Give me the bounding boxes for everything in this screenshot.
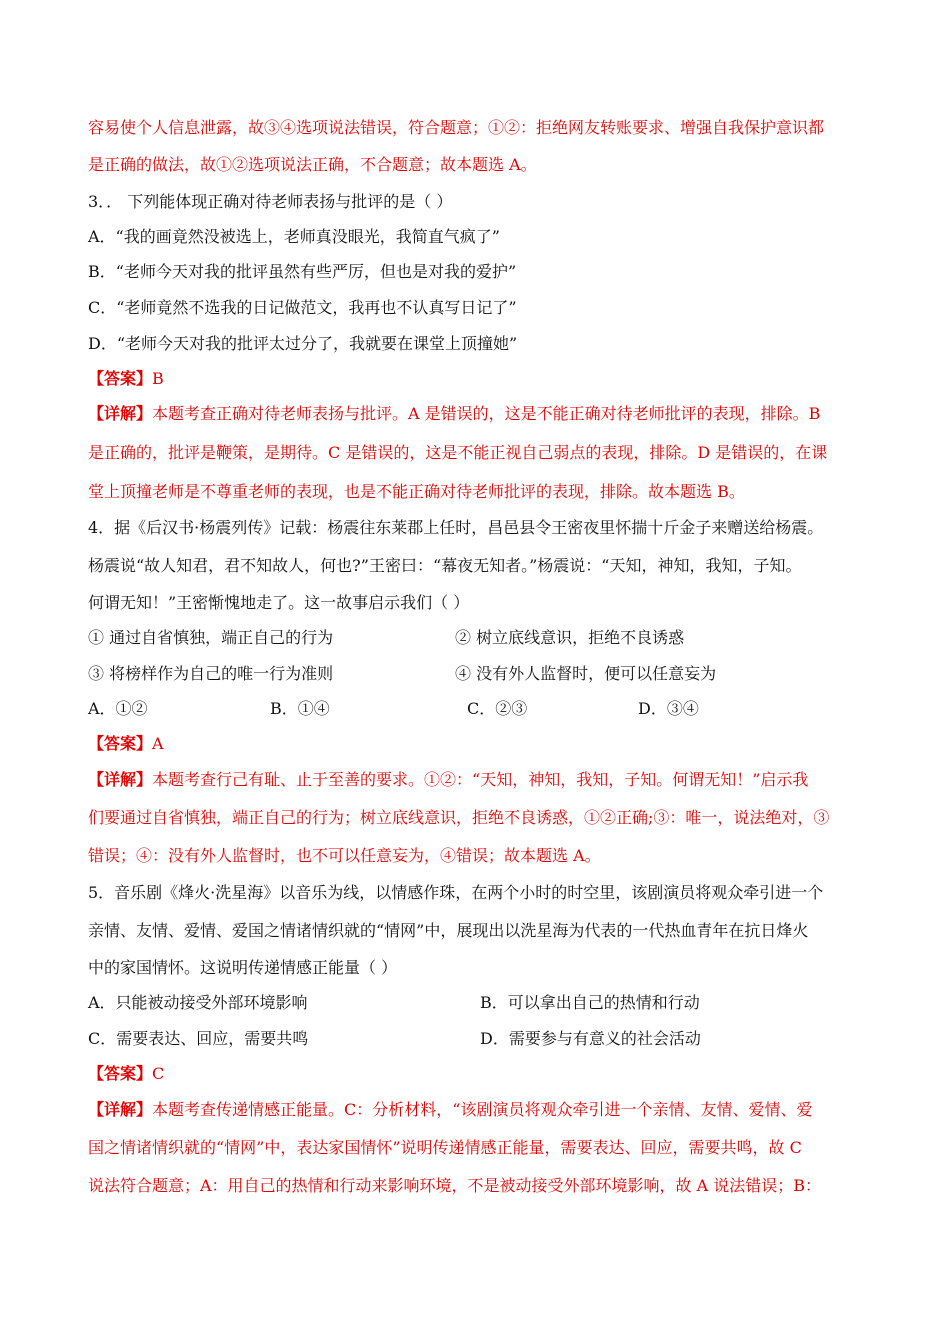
q4-answer xyxy=(88,734,164,754)
q5-option-a: A．只能被动接受外部环境影响 xyxy=(88,993,308,1012)
q3-answer-tag: 【答案】 xyxy=(88,369,153,388)
q4-stem-line-2: 杨震说“故人知君，君不知故人，何也?”王密曰：“幕夜无知者。”杨震说：“天知，神知，我知，子知。 xyxy=(88,556,802,575)
q5-stem-line-2: 亲情、友情、爱情、爱国之情诸情织就的“情网”中，展现出以洗星海为代表的一代热血青年在抗日烽火 xyxy=(88,921,809,940)
q5-detail-line-3: 说法符合题意；A：用自己的热情和行动来影响环境，不是被动接受外部环境影响，故 A 说法错误；B： xyxy=(88,1176,822,1195)
q5-stem-line-3: 中的家国情怀。这说明传递情感正能量（ ） xyxy=(88,958,398,977)
q3-detail-line-1 xyxy=(88,404,820,424)
q4-choice-d: D．③④ xyxy=(638,699,699,718)
q3-option-b: B．“老师今天对我的批评虽然有些严厉，但也是对我的爱护” xyxy=(88,262,517,281)
q5-detail-text-1: 本题考查传递情感正能量。C：分析材料，“该剧演员将观众牵引进一个亲情、友情、爱情、爱 xyxy=(152,1100,813,1119)
q4-choice-a: A．①② xyxy=(88,699,148,718)
q4-stem-line-3: 何谓无知！”王密惭愧地走了。这一故事启示我们（ ） xyxy=(88,593,470,612)
q5-detail-line-1 xyxy=(88,1100,812,1120)
q4-item-2: ② 树立底线意识，拒绝不良诱惑 xyxy=(455,628,685,647)
q3-detail-tag: 【详解】 xyxy=(88,404,153,423)
q3-detail-line-2: 是正确的，批评是鞭策，是期待。C 是错误的，这是不能正视自己弱点的表现，排除。D 是错误的，在课 xyxy=(88,443,828,462)
q4-choice-b: B．①④ xyxy=(270,699,330,718)
prev-detail-line-1: 容易使个人信息泄露，故③④选项说法错误，符合题意；①②：拒绝网友转账要求、增强自我保护意识都 xyxy=(88,118,825,137)
q5-option-d: D．需要参与有意义的社会活动 xyxy=(480,1029,701,1048)
q4-detail-line-2: 们要通过自省慎独，端正自己的行为；树立底线意识，拒绝不良诱惑，①②正确;③：唯一，说法绝对，③ xyxy=(88,808,830,827)
q4-detail-tag: 【详解】 xyxy=(88,770,153,789)
q5-answer-value: C xyxy=(152,1064,165,1083)
q4-detail-line-1 xyxy=(88,770,808,790)
q4-item-1: ① 通过自省慎独，端正自己的行为 xyxy=(88,628,334,647)
q4-detail-line-3: 错误；④：没有外人监督时，也不可以任意妄为，④错误；故本题选 A。 xyxy=(88,846,601,865)
q3-option-c: C．“老师竟然不选我的日记做范文，我再也不认真写日记了” xyxy=(88,298,517,317)
q5-detail-tag: 【详解】 xyxy=(88,1100,153,1119)
q4-choice-c: C．②③ xyxy=(467,699,528,718)
q5-stem-line-1: 5．音乐剧《烽火·洗星海》以音乐为线，以情感作珠，在两个小时的时空里，该剧演员将观众牵引进一个 xyxy=(88,883,824,902)
q3-option-a: A．“我的画竟然没被选上，老师真没眼光，我简直气疯了” xyxy=(88,227,500,246)
q5-answer xyxy=(88,1064,164,1084)
q5-detail-line-2: 国之情诸情织就的“情网”中，表达家国情怀”说明传递情感正能量，需要表达、回应，需要共鸣，故 C xyxy=(88,1138,802,1157)
q4-detail-text-1: 本题考查行己有耻、止于至善的要求。①②：“天知，神知，我知，子知。何谓无知！”启示我 xyxy=(152,770,809,789)
q5-option-b: B．可以拿出自己的热情和行动 xyxy=(480,993,700,1012)
q3-answer xyxy=(88,369,164,389)
q4-item-3: ③ 将榜样作为自己的唯一行为准则 xyxy=(88,664,334,683)
q5-answer-tag: 【答案】 xyxy=(88,1064,153,1083)
q3-answer-value: B xyxy=(152,369,164,388)
prev-detail-line-2: 是正确的做法，故①②选项说法正确，不合题意；故本题选 A。 xyxy=(88,155,537,174)
q4-stem-line-1: 4．据《后汉书·杨震列传》记载：杨震往东莱郡上任时，昌邑县令王密夜里怀揣十斤金子来赠送给杨震。 xyxy=(88,518,824,537)
q4-answer-value: A xyxy=(152,734,164,753)
q5-option-c: C．需要表达、回应，需要共鸣 xyxy=(88,1029,309,1048)
q4-answer-tag: 【答案】 xyxy=(88,734,153,753)
q3-detail-line-3: 堂上顶撞老师是不尊重老师的表现，也是不能正确对待老师批评的表现，排除。故本题选 B。 xyxy=(88,482,745,501)
q4-item-4: ④ 没有外人监督时，便可以任意妄为 xyxy=(455,664,717,683)
q3-detail-text-1: 本题考查正确对待老师表扬与批评。A 是错误的，这是不能正确对待老师批评的表现，排除。B xyxy=(152,404,821,423)
q3-stem: 3．． 下列能体现正确对待老师表扬与批评的是（ ） xyxy=(88,192,453,211)
q3-option-d: D．“老师今天对我的批评太过分了，我就要在课堂上顶撞她” xyxy=(88,334,518,353)
